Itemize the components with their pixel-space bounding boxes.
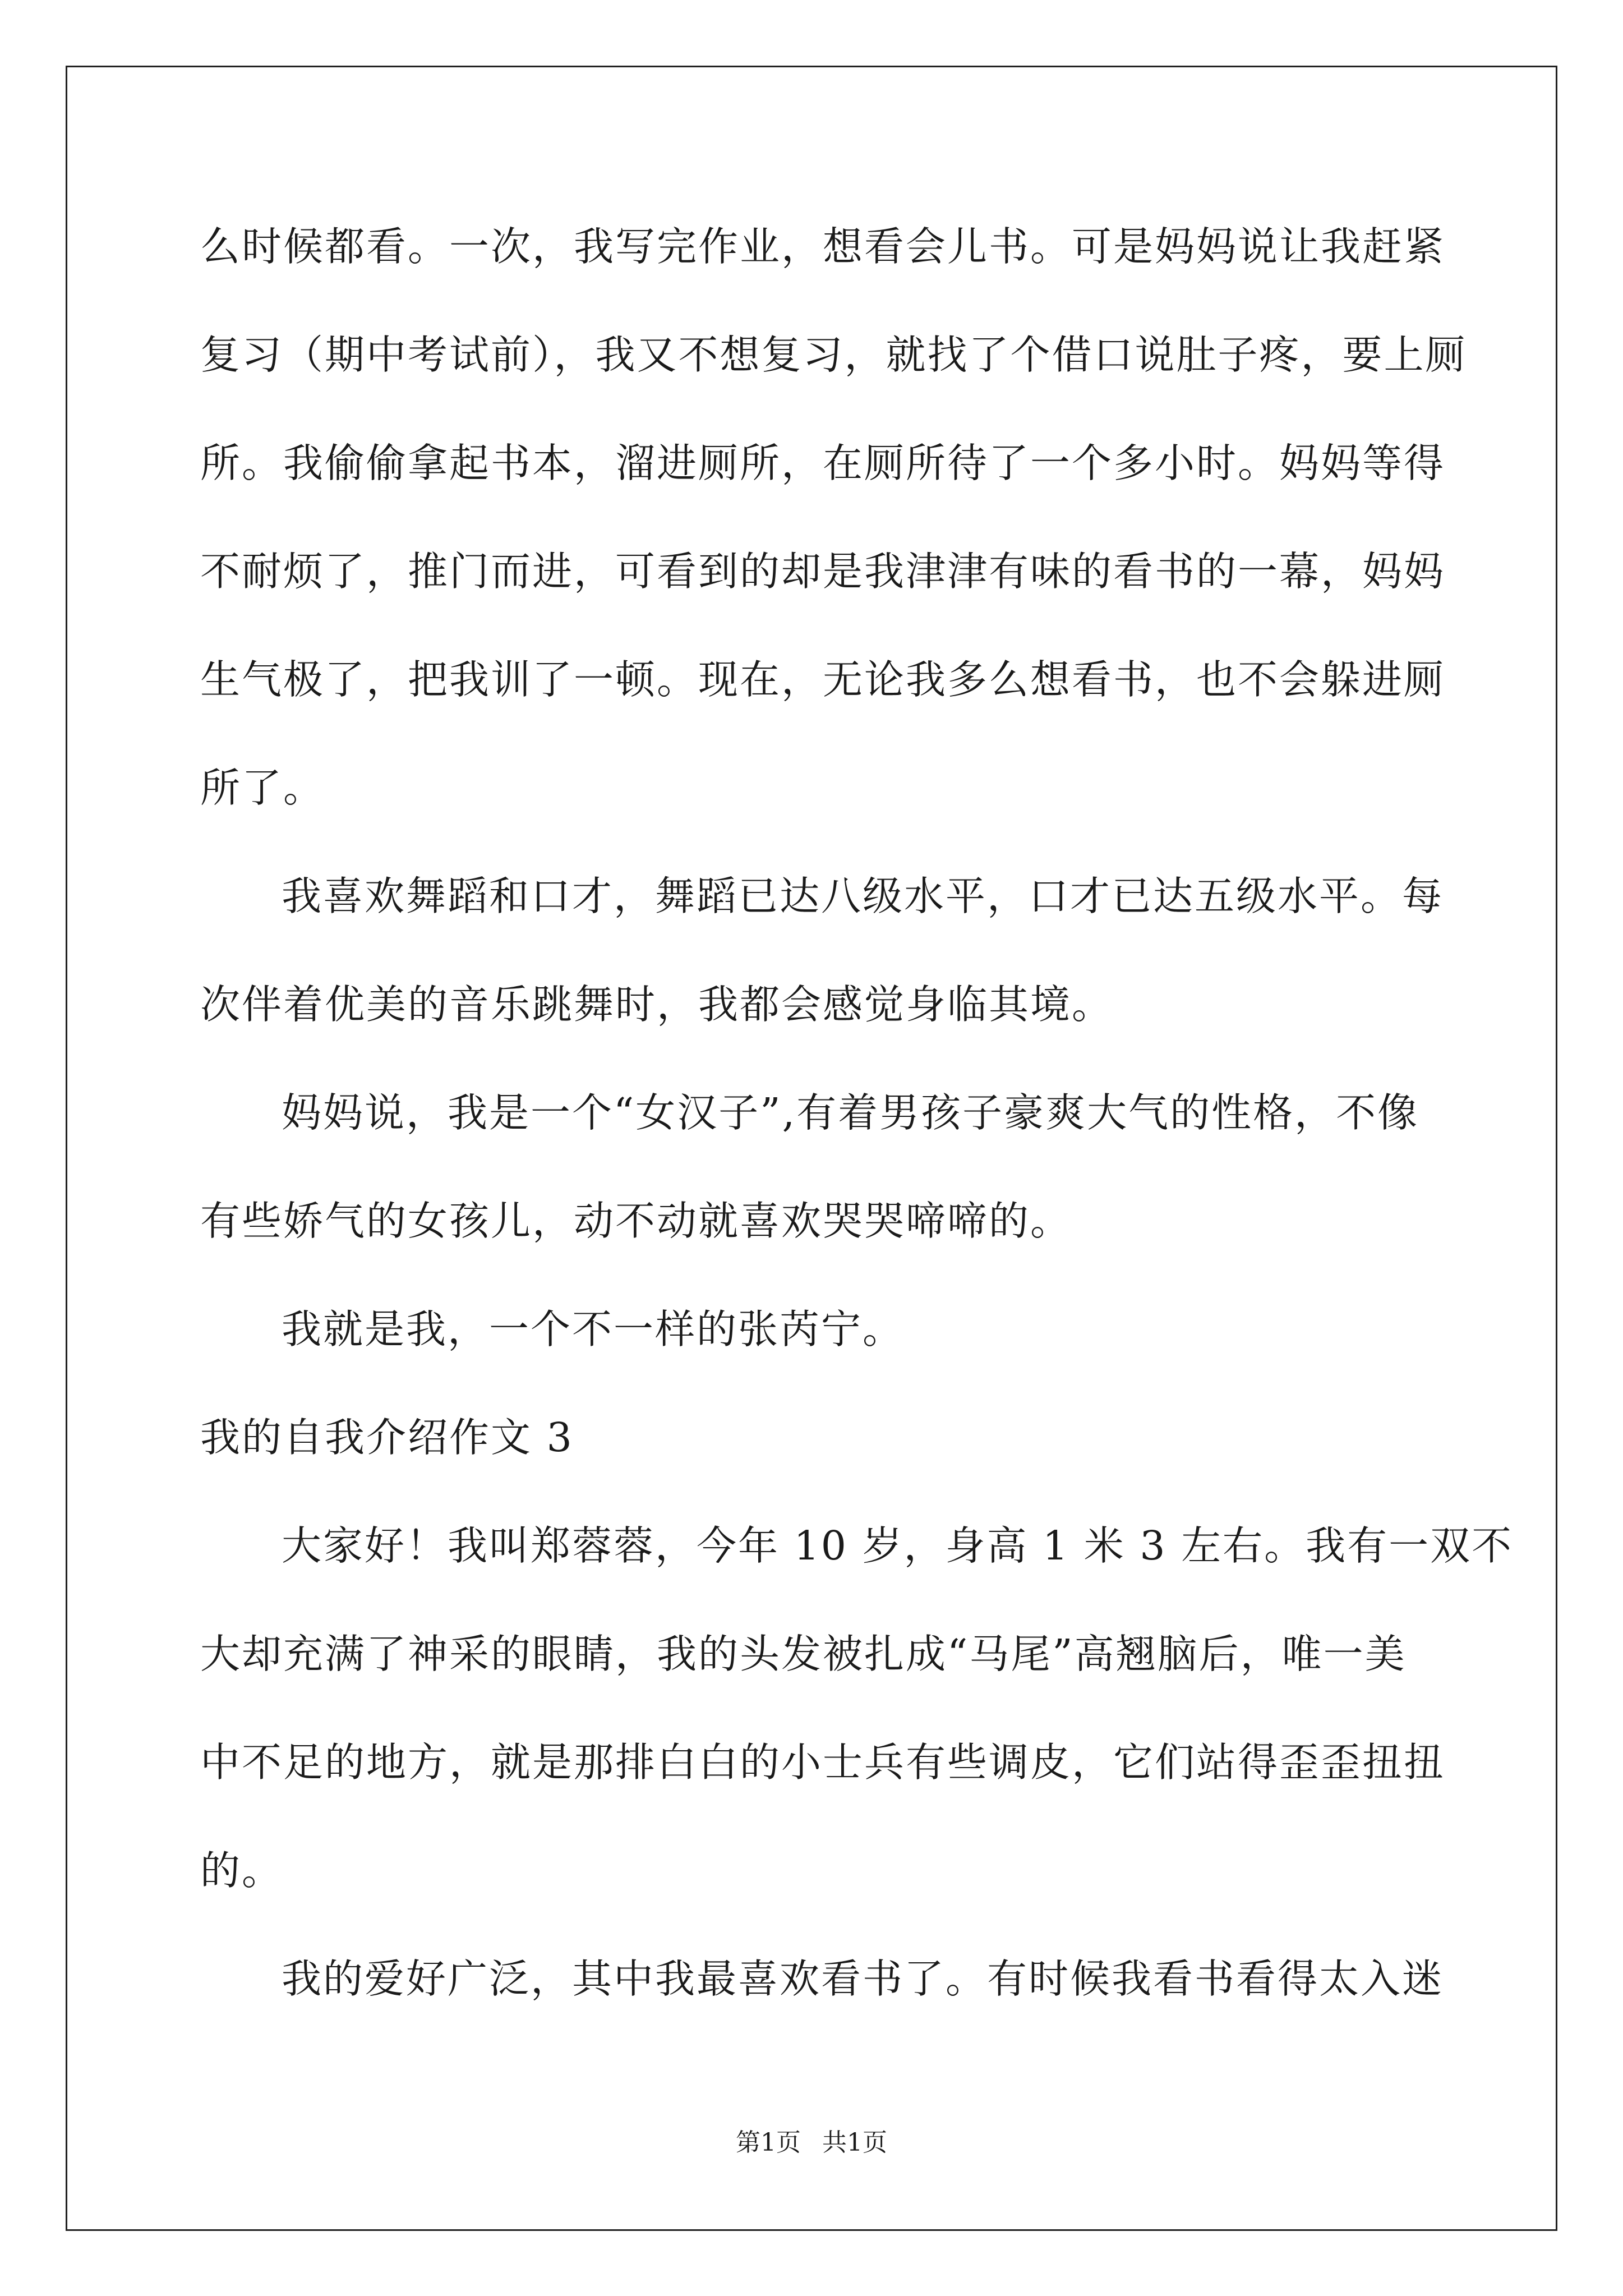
text-line: 不耐烦了，推门而进，可看到的却是我津津有味的看书的一幕，妈妈 (200, 548, 1446, 595)
page-number-total: 共1页 (822, 2128, 887, 2157)
text-line: 复习（期中考试前），我又不想复习，就找了个借口说肚子疼，要上厕 (200, 332, 1467, 378)
text-line: 的。 (200, 1847, 284, 1894)
text-line: 有些娇气的女孩儿，动不动就喜欢哭哭啼啼的。 (200, 1198, 1072, 1244)
text-line: 么时候都看。一次，我写完作业，想看会儿书。可是妈妈说让我赶紧 (200, 223, 1446, 270)
paragraph-start-line: 我的爱好广泛，其中我最喜欢看书了。有时候我看书看得太入迷 (282, 1955, 1444, 2002)
document-body (200, 213, 1514, 2054)
paragraph-start-line: 我喜欢舞蹈和口才，舞蹈已达八级水平，口才已达五级水平。每 (282, 873, 1444, 919)
text-line: 大却充满了神采的眼睛，我的头发被扎成“马尾”高翘脑后，唯一美 (200, 1631, 1407, 1677)
paragraph-start-line: 妈妈说，我是一个“女汉子”,有着男孩子豪爽大气的性格，不像 (282, 1089, 1419, 1136)
text-line: 中不足的地方，就是那排白白的小士兵有些调皮，它们站得歪歪扭扭 (200, 1739, 1446, 1786)
paragraph-start-line: 我就是我，一个不一样的张芮宁。 (282, 1306, 905, 1352)
text-line: 所了。 (200, 765, 325, 811)
paragraph-start-line: 大家好！我叫郑蓉蓉，今年 10 岁，身高 1 米 3 左右。我有一双不 (282, 1522, 1514, 1569)
text-line: 次伴着优美的音乐跳舞时，我都会感觉身临其境。 (200, 981, 1114, 1028)
page-number-current: 第1页 (736, 2128, 801, 2157)
page-footer (0, 2126, 1623, 2160)
text-line: 所。我偷偷拿起书本，溜进厕所，在厕所待了一个多小时。妈妈等得 (200, 440, 1446, 486)
section-heading: 我的自我介绍作文 3 (200, 1414, 574, 1461)
text-line: 生气极了，把我训了一顿。现在，无论我多么想看书，也不会躲进厕 (200, 656, 1446, 703)
